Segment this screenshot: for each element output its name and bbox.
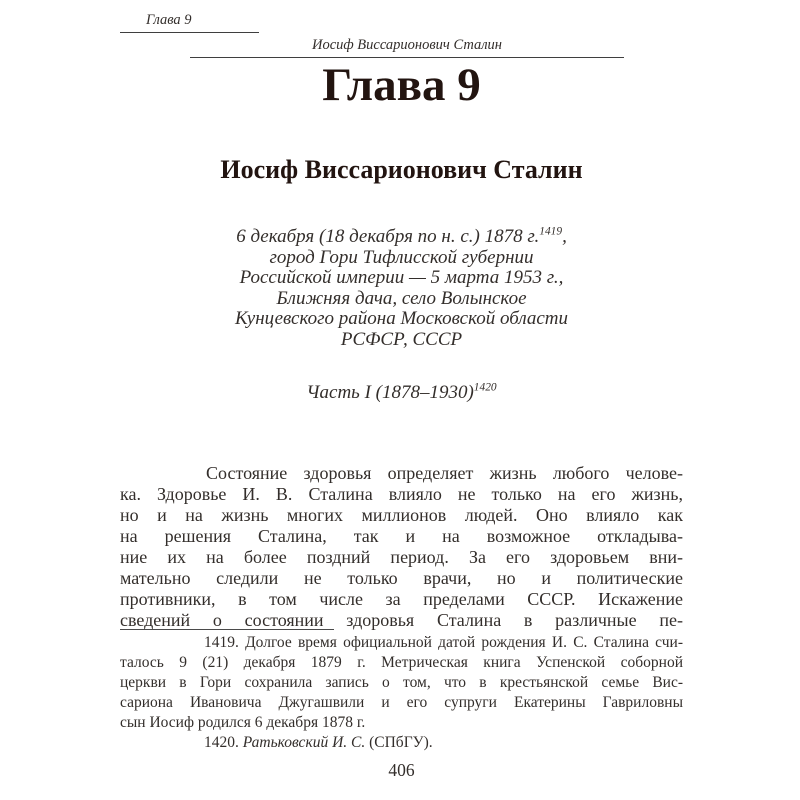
epigraph-line: РСФСР, СССР (340, 328, 463, 350)
page-number: 406 (388, 760, 415, 780)
epigraph-line: город Гори Тифлисской губернии (269, 246, 534, 268)
running-head-left: Глава 9 (120, 12, 259, 33)
footnote-1420-rest: (СПбГУ). (365, 734, 433, 751)
footnote-ref-1420: 1420 (473, 381, 497, 394)
epigraph-line: Кунцевского района Московской области (234, 308, 568, 329)
epigraph-line-text: 6 декабря (18 декабря по н. с.) 1878 г. (236, 226, 540, 247)
footnote-separator-rule (120, 629, 334, 630)
epigraph-line (120, 227, 683, 248)
chapter-title: Глава 9 (322, 59, 481, 111)
epigraph-line-tail: , (562, 226, 567, 247)
body-line: мательно следили не только врачи, но и политические (120, 568, 683, 588)
footnote-1420-author: Ратьковский И. С. (242, 734, 366, 751)
body-line: ние их на более поздний период. За его здоровьем вни- (120, 547, 683, 567)
epigraph-line: Российской империи — 5 марта 1953 г., (239, 267, 564, 288)
body-line: на решения Сталина, так и на возможное откладыва- (120, 526, 683, 546)
footnote-1420-number: 1420. (204, 734, 243, 751)
footnote-1420-line (120, 733, 683, 753)
footnote-1419-line: талось 9 (21) декабря 1879 г. Метрическая книга Успенской соборной (120, 654, 683, 671)
footnote-1419-line: 1419. Долгое время официальной датой рождения И. С. Сталина счи- (204, 634, 683, 651)
body-paragraph (120, 463, 683, 631)
footnote-ref-1419: 1419 (539, 225, 563, 238)
footnote-1419-line: церкви в Гори сохранила запись о том, что в крестьянской семье Вис- (120, 674, 683, 691)
chapter-subtitle: Иосиф Виссарионович Сталин (220, 155, 583, 184)
body-line: ка. Здоровье И. В. Сталина влияло не только на его жизнь, (120, 484, 683, 504)
body-line: но и на жизнь многих миллионов людей. Оно влияло как (120, 505, 683, 525)
body-line: противники, в том числе за пределами СССР. Искажение (120, 589, 683, 609)
running-head-center: Иосиф Виссарионович Сталин (190, 37, 624, 58)
epigraph-line: Ближняя дача, село Волынское (276, 287, 527, 309)
part-heading-text: Часть I (1878–1930) (306, 382, 474, 403)
body-line: Состояние здоровья определяет жизнь любого челове- (206, 463, 683, 483)
part-heading (120, 382, 683, 404)
footnotes-block (120, 633, 683, 753)
footnote-1419-line: сын Иосиф родился 6 декабря 1878 г. (120, 714, 366, 731)
footnote-1419-line: сариона Ивановича Джугашвили и его супруги Екатерины Гавриловны (120, 694, 683, 711)
body-line: сведений о состоянии здоровья Сталина в различные пе- (120, 610, 683, 630)
epigraph-block (120, 227, 683, 350)
